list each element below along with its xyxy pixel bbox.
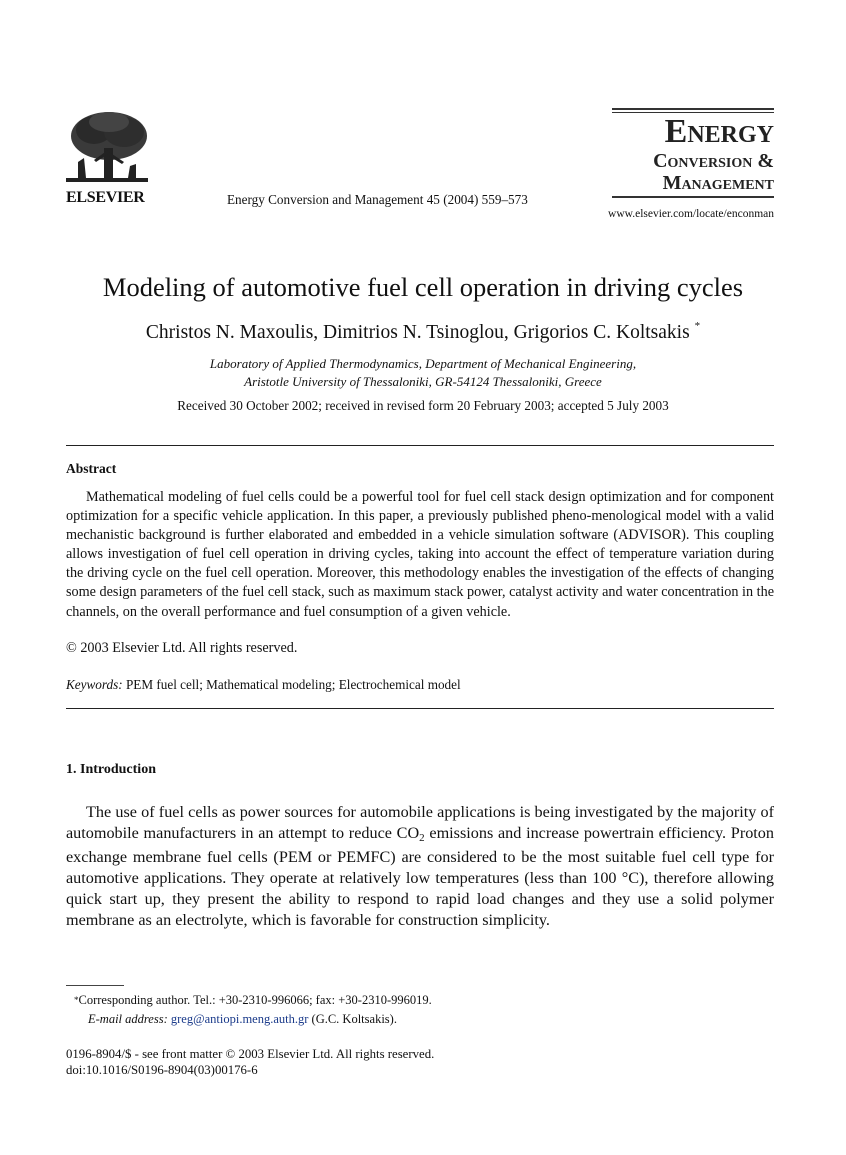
footnote-rule <box>66 985 124 986</box>
keywords <box>66 677 461 693</box>
footnote-corresponding <box>74 991 432 1009</box>
elsevier-tree-logo <box>64 110 150 188</box>
introduction-body <box>66 802 774 932</box>
email-suffix: (G.C. Koltsakis). <box>308 1012 397 1026</box>
intro-text-part-2: emissions and increase powertrain efficiency. Proton exchange membrane fuel cells (PEM or PEMFC) are considered to be the most suitable fuel cell type for automotive applications. They operate at relatively low temperatures (less than 100 °C), therefore allowing quick start up, they present the ability to respond to rapid load changes and they use a solid polymer membrane as an electrolyte, which is favorable for construction simplicity. <box>66 824 774 930</box>
footnote-mark: * <box>74 995 79 1005</box>
journal-logo-line-3: Management <box>662 172 774 194</box>
affiliation-line-2: Aristotle University of Thessaloniki, GR-54124 Thessaloniki, Greece <box>244 374 602 389</box>
divider-bottom <box>66 708 774 709</box>
corresponding-author-text: Corresponding author. Tel.: +30-2310-996066; fax: +30-2310-996019. <box>78 993 432 1007</box>
journal-url[interactable]: www.elsevier.com/locate/enconman <box>608 208 774 220</box>
doi[interactable]: doi:10.1016/S0196-8904(03)00176-6 <box>66 1063 258 1077</box>
section-heading-introduction: 1. Introduction <box>66 762 156 777</box>
authors-text: Christos N. Maxoulis, Dimitrios N. Tsinoglou, Grigorios C. Koltsakis <box>145 322 690 343</box>
footnote-email <box>88 1010 397 1028</box>
abstract-copyright: © 2003 Elsevier Ltd. All rights reserved. <box>66 640 298 656</box>
keywords-label: Keywords: <box>66 677 123 692</box>
issn-front-matter: 0196-8904/$ - see front matter © 2003 Elsevier Ltd. All rights reserved. <box>66 1047 435 1061</box>
keywords-text: PEM fuel cell; Mathematical modeling; Electrochemical model <box>125 677 461 692</box>
abstract-body <box>66 488 774 622</box>
received-dates: Received 30 October 2002; received in revised form 20 February 2003; accepted 5 July 2003 <box>177 398 669 413</box>
affiliation-line-1: Laboratory of Applied Thermodynamics, Department of Mechanical Engineering, <box>209 356 637 371</box>
journal-logo-line-1: Energy <box>664 113 774 150</box>
email-link[interactable]: greg@antiopi.meng.auth.gr <box>170 1012 309 1026</box>
abstract-text: Mathematical modeling of fuel cells could be a powerful tool for fuel cell stack design optimization and for component optimization for a specific vehicle application. In this paper, a previously published pheno-menological model with a valid mechanistic background is further elaborated and embedded in a vehicle simulation software (ADVISOR). This coupling allows investigation of fuel cell operation in driving cycles, taking into account the effect of temperature variation during the driving cycle on the fuel cell operation. Moreover, this methodology enables the investigation of the effects of changing some design parameters of the fuel cell stack, such as maximum stack power, catalyst activity and water concentration in the channels, on the overall performance and fuel consumption of a given vehicle. <box>66 489 774 620</box>
email-label: E-mail address: <box>88 1012 168 1026</box>
abstract-heading: Abstract <box>66 461 117 476</box>
journal-logo <box>612 108 774 200</box>
co2-subscript: 2 <box>419 832 425 845</box>
divider-top <box>66 445 774 446</box>
publisher-name: ELSEVIER <box>66 189 145 206</box>
intro-text-part-1: The use of fuel cells as power sources for automobile applications is being investigated by the majority of automobile manufacturers in an attempt to reduce CO <box>66 803 774 843</box>
journal-logo-line-2: Conversion & <box>653 150 774 172</box>
introduction-paragraph <box>66 802 774 932</box>
author-list <box>0 322 846 344</box>
article-title: Modeling of automotive fuel cell operation in driving cycles <box>102 272 744 302</box>
journal-citation: Energy Conversion and Management 45 (2004) 559–573 <box>227 192 528 207</box>
author-footnote-mark[interactable]: * <box>694 320 701 332</box>
